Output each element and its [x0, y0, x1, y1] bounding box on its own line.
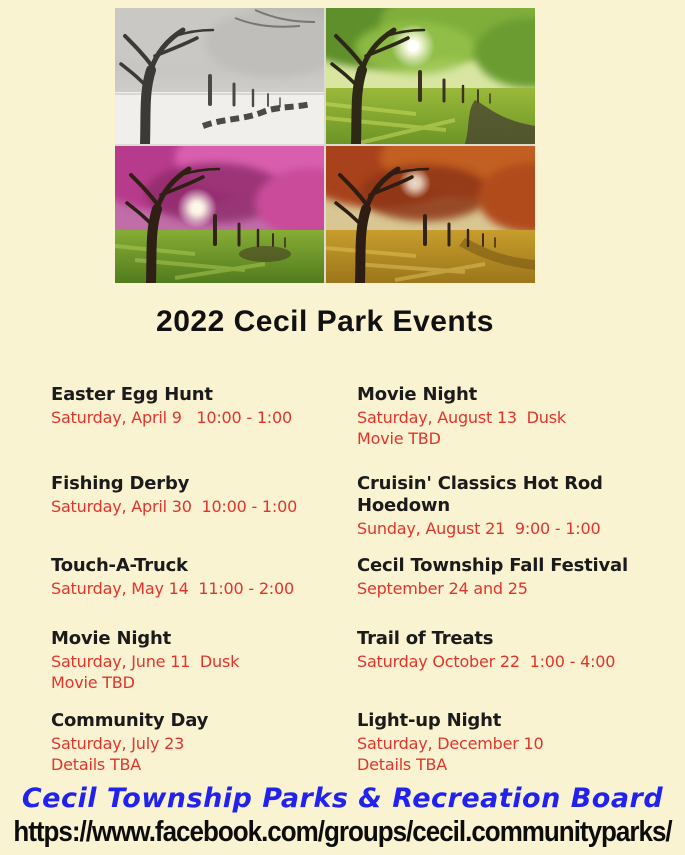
winter-photo-quadrant [115, 8, 345, 144]
event-detail: Saturday, August 13 Dusk [357, 408, 566, 427]
summer-photo-quadrant [290, 8, 535, 144]
event-title: Community Day [51, 710, 209, 731]
event-detail: Details TBA [357, 755, 448, 774]
event-movie-night-june [51, 628, 357, 710]
event-community-day [51, 710, 357, 775]
events-list [51, 384, 685, 775]
event-title: Cecil Township Fall Festival [357, 555, 628, 576]
event-title: Easter Egg Hunt [51, 384, 213, 405]
four-seasons-collage-graphic [115, 8, 535, 283]
event-detail: Saturday, May 14 11:00 - 2:00 [51, 579, 294, 598]
event-title: Movie Night [357, 384, 477, 405]
facebook-url: https://www.facebook.com/groups/cecil.communityparks/ [13, 814, 672, 848]
event-detail: Saturday October 22 1:00 - 4:00 [357, 652, 616, 671]
event-fishing-derby [51, 473, 357, 555]
event-title: Light-up Night [357, 710, 502, 731]
event-detail: Movie TBD [357, 429, 441, 448]
event-trail-of-treats [357, 628, 685, 710]
event-movie-night-august [357, 384, 685, 473]
event-detail: Saturday, July 23 [51, 734, 185, 753]
event-detail: Sunday, August 21 9:00 - 1:00 [357, 519, 601, 538]
event-fall-festival [357, 555, 685, 628]
event-detail: September 24 and 25 [357, 579, 528, 598]
event-detail: Saturday, June 11 Dusk [51, 652, 240, 671]
event-easter-egg-hunt [51, 384, 357, 473]
event-detail: Details TBA [51, 755, 142, 774]
event-title: Movie Night [51, 628, 171, 649]
event-detail: Movie TBD [51, 673, 135, 692]
event-detail: Saturday, April 9 10:00 - 1:00 [51, 408, 292, 427]
event-light-up-night [357, 710, 685, 775]
event-hot-rod-hoedown [357, 473, 685, 555]
event-title: Trail of Treats [357, 628, 494, 649]
event-touch-a-truck [51, 555, 357, 628]
event-title: Cruisin' Classics Hot Rod Hoedown [357, 473, 603, 516]
event-detail: Saturday, April 30 10:00 - 1:00 [51, 497, 298, 516]
board-name: Cecil Township Parks & Recreation Board [21, 783, 664, 814]
event-title: Touch-A-Truck [51, 555, 188, 576]
four-seasons-photo [115, 8, 535, 283]
event-title: Fishing Derby [51, 473, 190, 494]
event-detail: Saturday, December 10 [357, 734, 544, 753]
page-title: 2022 Cecil Park Events [156, 305, 494, 338]
